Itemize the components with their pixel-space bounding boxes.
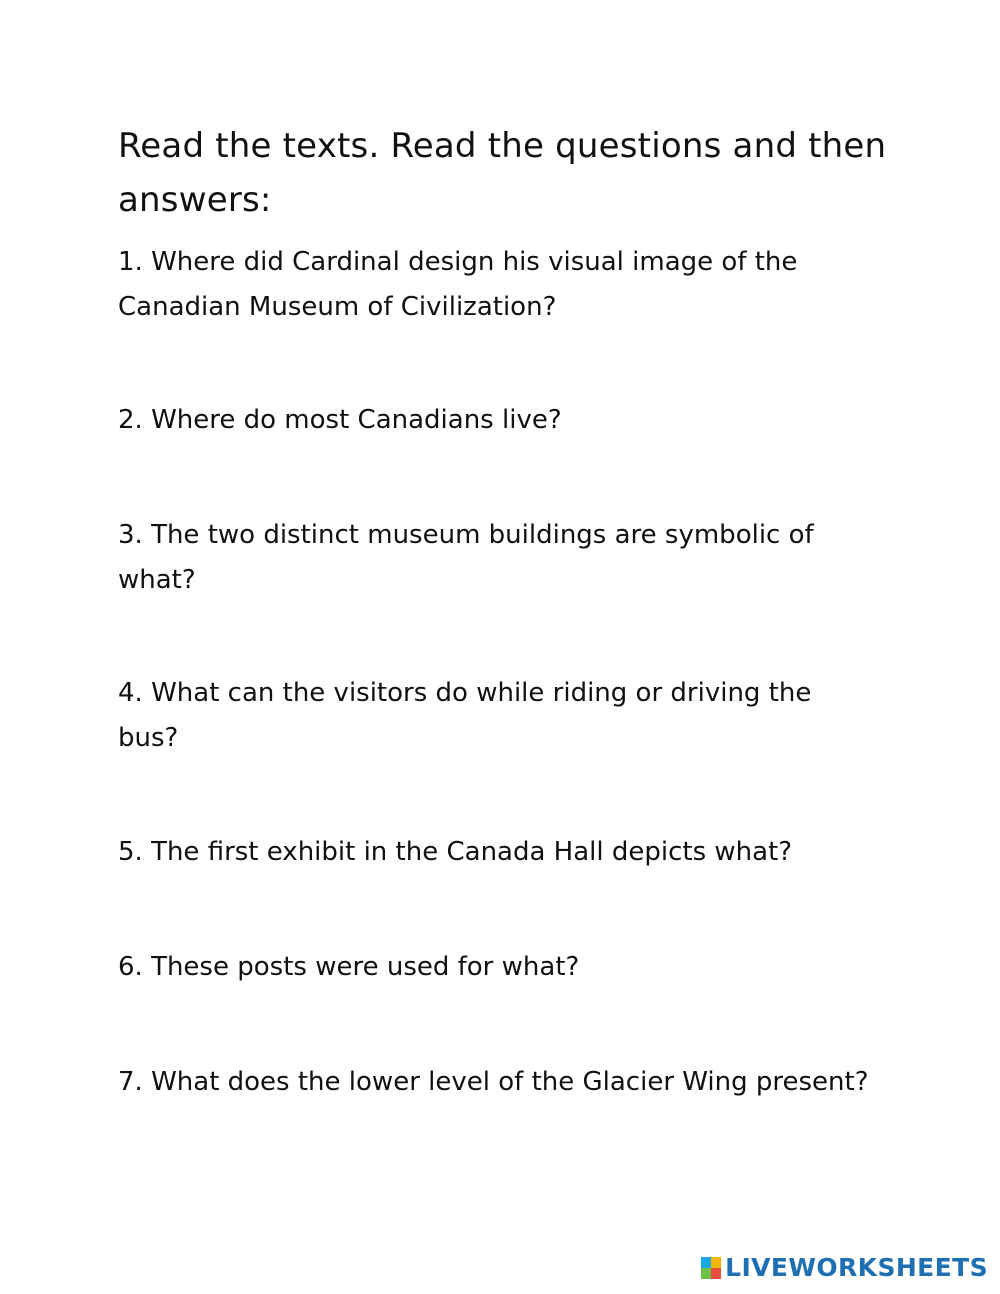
liveworksheets-logo-icon [701,1257,721,1279]
question-3: 3. The two distinct museum buildings are symbolic of what? [118,520,814,595]
question-1: 1. Where did Cardinal design his visual image of the Canadian Museum of Civilization? [118,247,798,322]
instructions-heading: Read the texts. Read the questions and then answers: [118,126,887,220]
liveworksheets-brand [701,1254,988,1282]
question-6: 6. These posts were used for what? [118,952,580,982]
brand-wordmark: LIVEWORKSHEETS [725,1253,988,1282]
question-5: 5. The first exhibit in the Canada Hall depicts what? [118,837,793,867]
question-2: 2. Where do most Canadians live? [118,405,562,435]
question-4: 4. What can the visitors do while riding or driving the bus? [118,678,812,753]
question-7: 7. What does the lower level of the Glacier Wing present? [118,1067,869,1097]
